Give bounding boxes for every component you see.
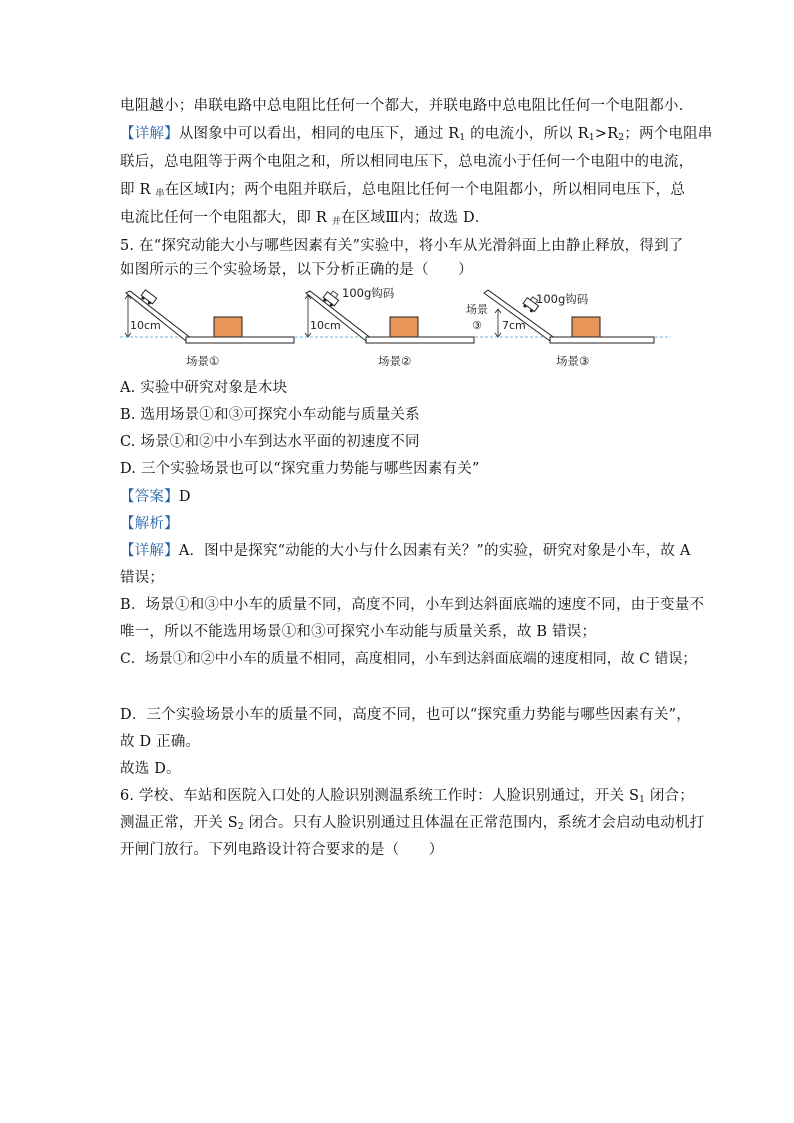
scene-3-label: 场景 — [466, 303, 488, 316]
height-label: 10cm — [310, 319, 341, 332]
question-5-stem: 5. 在“探究动能大小与哪些因素有关”实验中，将小车从光滑斜面上由静止释放，得到了 — [120, 238, 684, 254]
detail-tag: 【详解】 — [120, 126, 179, 142]
scene-3 — [466, 290, 654, 368]
option-c: C. 场景①和②中小车到达水平面的初速度不同 — [120, 434, 420, 450]
weight-label: 100g钩码 — [536, 292, 589, 306]
weight-label: 100g钩码 — [342, 286, 395, 300]
text-line: 电阻越小；串联电路中总电阻比任何一个都大，并联电路中总电阻比任何一个电阻都小． — [120, 98, 694, 114]
option-b: B. 选用场景①和③可探究小车动能与质量关系 — [120, 407, 420, 423]
question-6-stem: 测温正常，开关 $S_2$ 闭合。只有人脸识别通过且体温在正常范围内，系统才会启动电动机打 — [120, 815, 705, 832]
text-line: C．场景①和②中小车的质量不相同，高度相同，小车到达斜面底端的速度相同，故 C 错误； — [120, 651, 697, 667]
wood-block — [390, 317, 418, 337]
scene-caption: 场景③ — [556, 354, 590, 368]
wood-block — [214, 317, 242, 337]
text-line: 故 D 正确。 — [120, 734, 201, 750]
wood-block — [572, 317, 600, 337]
scene-2 — [305, 286, 474, 368]
answer-value: D — [178, 489, 191, 505]
scene-3-label: ③ — [472, 319, 482, 332]
analysis-line — [120, 514, 179, 534]
option-d: D. 三个实验场景也可以“探究重力势能与哪些因素有关” — [120, 461, 480, 477]
height-label: 7cm — [502, 319, 526, 332]
question-6-stem: 开闸门放行。下列电路设计符合要求的是（ ） — [120, 842, 444, 858]
analysis-tag: 【解析】 — [120, 516, 179, 532]
text-line: 【详解】A．图中是探究“动能的大小与什么因素有关？”的实验，研究对象是小车，故 A — [120, 543, 691, 559]
detail-tag: 【详解】 — [120, 543, 179, 559]
text-line: 即 R $_串$在区域Ⅰ内；两个电阻并联后，总电阻比任何一个电阻都小，所以相同电压下，总 — [120, 182, 686, 199]
question-6-stem: 6. 学校、车站和医院入口处的人脸识别测温系统工作时：人脸识别通过，开关 $S_1$ 闭合； — [120, 788, 694, 805]
experiment-figure — [116, 283, 676, 373]
answer-tag: 【答案】 — [120, 489, 179, 505]
scene-caption: 场景① — [186, 354, 220, 368]
height-label: 10cm — [130, 319, 161, 332]
scene-caption: 场景② — [378, 354, 412, 368]
answer-line — [120, 487, 191, 507]
text-line: 电流比任何一个电阻都大，即 R $_并$在区域Ⅲ内；故选 D． — [120, 210, 490, 227]
option-a: A. 实验中研究对象是木块 — [120, 380, 288, 396]
text-line: 错误； — [120, 570, 165, 586]
text-line: B．场景①和③中小车的质量不同，高度不同，小车到达斜面底端的速度不同，由于变量不 — [120, 597, 705, 613]
conclusion-line: 故选 D。 — [120, 761, 181, 777]
text-line: 联后，总电阻等于两个电阻之和，所以相同电压下，总电流小于任何一个电阻中的电流， — [120, 154, 694, 170]
text-line: 唯一，所以不能选用场景①和③可探究小车动能与质量关系，故 B 错误； — [120, 624, 597, 640]
scene-1 — [125, 290, 294, 368]
text-line: D．三个实验场景小车的质量不同，高度不同，也可以“探究重力势能与哪些因素有关”， — [120, 707, 691, 723]
question-5-stem: 如图所示的三个实验场景，以下分析正确的是（ ） — [120, 262, 473, 278]
text-line: 【详解】从图象中可以看出，相同的电压下，通过 $R_1$ 的电流小，所以 $R_1>R_2$；两个电阻串 — [120, 126, 713, 143]
